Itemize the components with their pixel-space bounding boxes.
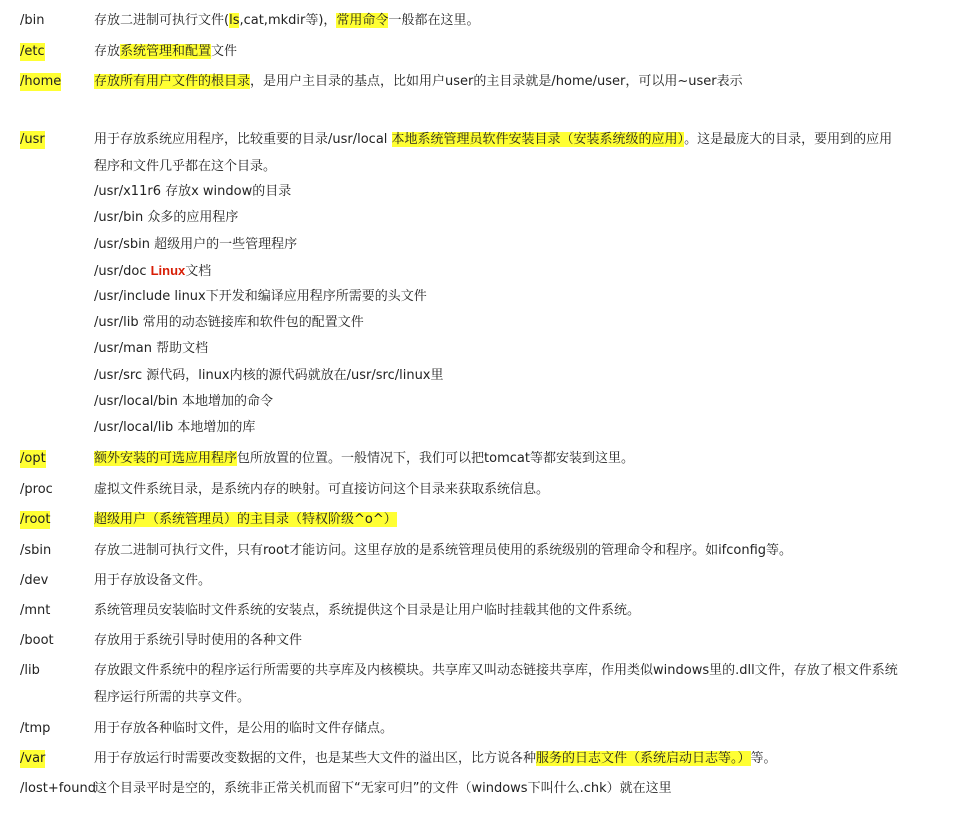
dir-name: /etc (20, 44, 45, 59)
linux-keyword: Linux (150, 263, 186, 278)
dir-description: 这个目录平时是空的，系统非正常关机而留下“无家可归”的文件（windows下叫什么.chk）就在这里 (94, 781, 672, 796)
usr-subdir: /usr/man 帮助文档 (94, 341, 209, 356)
desc-text: ，是用户主目录的基点，比如用户user的主目录就是/home/user，可以用~user表示 (250, 74, 743, 89)
usr-subdir (94, 262, 211, 281)
dir-name: /var (20, 751, 46, 766)
dir-name: /tmp (20, 721, 51, 736)
dir-description (94, 12, 964, 30)
usr-subdir: /usr/x11r6 存放x window的目录 (94, 184, 292, 199)
dir-description (94, 450, 964, 468)
desc-text: 存放 (94, 44, 121, 59)
desc-text: 包所放置的位置。一般情况下，我们可以把tomcat等都安装到这里。 (237, 451, 634, 466)
usr-subdir: /usr/local/lib 本地增加的库 (94, 420, 256, 435)
desc-text: 文档 (185, 264, 212, 279)
highlight-text: 超级用户（系统管理员）的主目录（特权阶级^o^） (94, 512, 397, 527)
dir-description (94, 73, 964, 91)
dir-name: /proc (20, 482, 53, 497)
desc-text: 存放二进制可执行文件( (94, 13, 230, 28)
highlight-text: 存放所有用户文件的根目录 (94, 74, 251, 89)
dir-description (94, 511, 964, 529)
highlight-text: 额外安装的可选应用程序 (94, 451, 238, 466)
usr-subdir: /usr/lib 常用的动态链接库和软件包的配置文件 (94, 315, 364, 330)
highlight-text: ls (229, 13, 240, 28)
dir-description: 存放跟文件系统中的程序运行所需要的共享库及内核模块。共享库又叫动态链接共享库，作用类似windows里的.dll文件，存放了根文件系统 (94, 663, 898, 678)
dir-name: /bin (20, 13, 45, 28)
dir-description: 用于存放各种临时文件，是公用的临时文件存储点。 (94, 721, 394, 736)
dir-name: /usr (20, 132, 45, 147)
dir-name: /root (20, 512, 51, 527)
desc-text: 用于存放运行时需要改变数据的文件，也是某些大文件的溢出区，比方说各种 (94, 751, 537, 766)
desc-text: /usr/doc (94, 264, 151, 279)
highlight-text: 系统管理和配置 (120, 44, 212, 59)
dir-name: /lost+found (20, 781, 96, 796)
desc-text: ,cat,mkdir等)， (239, 13, 337, 28)
desc-text: 等。 (750, 751, 777, 766)
dir-description: 存放二进制可执行文件，只有root才能访问。这里存放的是系统管理员使用的系统级别的管理命令和程序。如ifconfig等。 (94, 543, 793, 558)
desc-text: 用于存放系统应用程序，比较重要的目录/usr/local (94, 132, 392, 147)
usr-subdir: /usr/sbin 超级用户的一些管理程序 (94, 237, 298, 252)
desc-text: 文件 (211, 44, 238, 59)
usr-subdir: /usr/bin 众多的应用程序 (94, 210, 239, 225)
dir-description (94, 131, 964, 149)
desc-text: 一般都在这里。 (388, 13, 480, 28)
desc-continuation: 程序和文件几乎都在这个目录。 (94, 159, 277, 174)
dir-name: /lib (20, 663, 40, 678)
desc-continuation: 程序运行所需的共享文件。 (94, 690, 251, 705)
dir-name: /sbin (20, 543, 52, 558)
dir-description: 系统管理员安装临时文件系统的安装点，系统提供这个目录是让用户临时挂载其他的文件系统。 (94, 603, 641, 618)
dir-name: /boot (20, 633, 54, 648)
dir-name: /opt (20, 451, 46, 466)
usr-subdir: /usr/src 源代码，linux内核的源代码就放在/usr/src/linux里 (94, 368, 444, 383)
dir-name: /home (20, 74, 62, 89)
dir-description: 用于存放设备文件。 (94, 573, 212, 588)
highlight-text: 常用命令 (336, 13, 389, 28)
usr-subdir: /usr/local/bin 本地增加的命令 (94, 394, 274, 409)
desc-text: 。这是最庞大的目录，要用到的应用 (684, 132, 893, 147)
dir-description: 存放用于系统引导时使用的各种文件 (94, 633, 303, 648)
highlight-text: 本地系统管理员软件安装目录（安装系统级的应用） (391, 132, 685, 147)
highlight-text: 服务的日志文件（系统启动日志等。） (536, 751, 751, 766)
dir-description: 虚拟文件系统目录，是系统内存的映射。可直接访问这个目录来获取系统信息。 (94, 482, 550, 497)
dir-description (94, 750, 964, 768)
dir-name: /mnt (20, 603, 51, 618)
dir-description (94, 43, 964, 61)
dir-name: /dev (20, 573, 49, 588)
usr-subdir: /usr/include linux下开发和编译应用程序所需要的头文件 (94, 289, 427, 304)
